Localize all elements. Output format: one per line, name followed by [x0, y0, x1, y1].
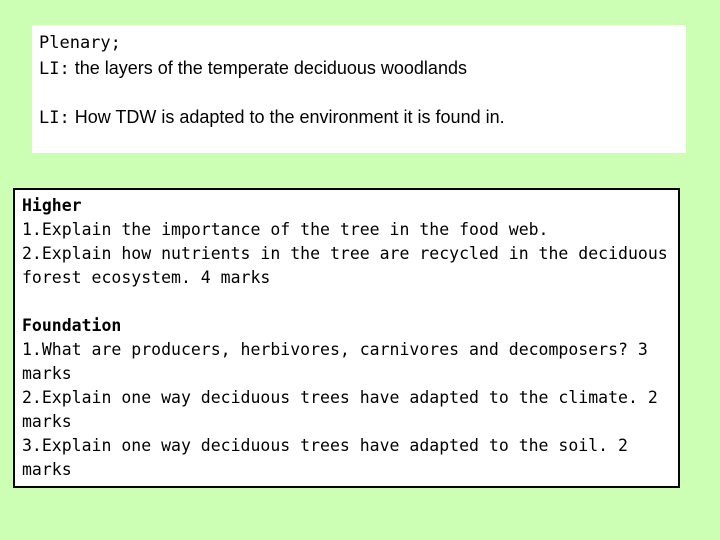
- foundation-task-1: 1.What are producers, herbivores, carnivores and decomposers? 3 marks: [22, 340, 648, 383]
- plenary-heading: Plenary;: [39, 33, 121, 53]
- learning-intention-2: [39, 105, 678, 130]
- learning-intention-1-prefix: LI:: [39, 59, 70, 79]
- higher-task-2: 2.Explain how nutrients in the tree are recycled in the deciduous forest ecosystem. 4 marks: [22, 244, 668, 287]
- foundation-task-3: 3.Explain one way deciduous trees have adapted to the soil. 2 marks: [22, 436, 628, 479]
- foundation-title: Foundation: [22, 316, 122, 335]
- learning-intention-1-text: the layers of the temperate deciduous woodlands: [69, 58, 467, 78]
- higher-tasks: [22, 194, 672, 290]
- higher-task-1: 1.Explain the importance of the tree in the food web.: [22, 220, 549, 239]
- higher-title: Higher: [22, 196, 82, 215]
- tasks-panel: [13, 188, 680, 488]
- learning-intention-2-text: How TDW is adapted to the environment it is found in.: [69, 107, 505, 127]
- learning-intention-2-prefix: LI:: [39, 108, 70, 128]
- foundation-task-2: 2.Explain one way deciduous trees have adapted to the climate. 2 marks: [22, 388, 658, 431]
- plenary-panel: [32, 25, 686, 153]
- learning-intention-1: [39, 56, 678, 81]
- foundation-tasks: [22, 314, 672, 482]
